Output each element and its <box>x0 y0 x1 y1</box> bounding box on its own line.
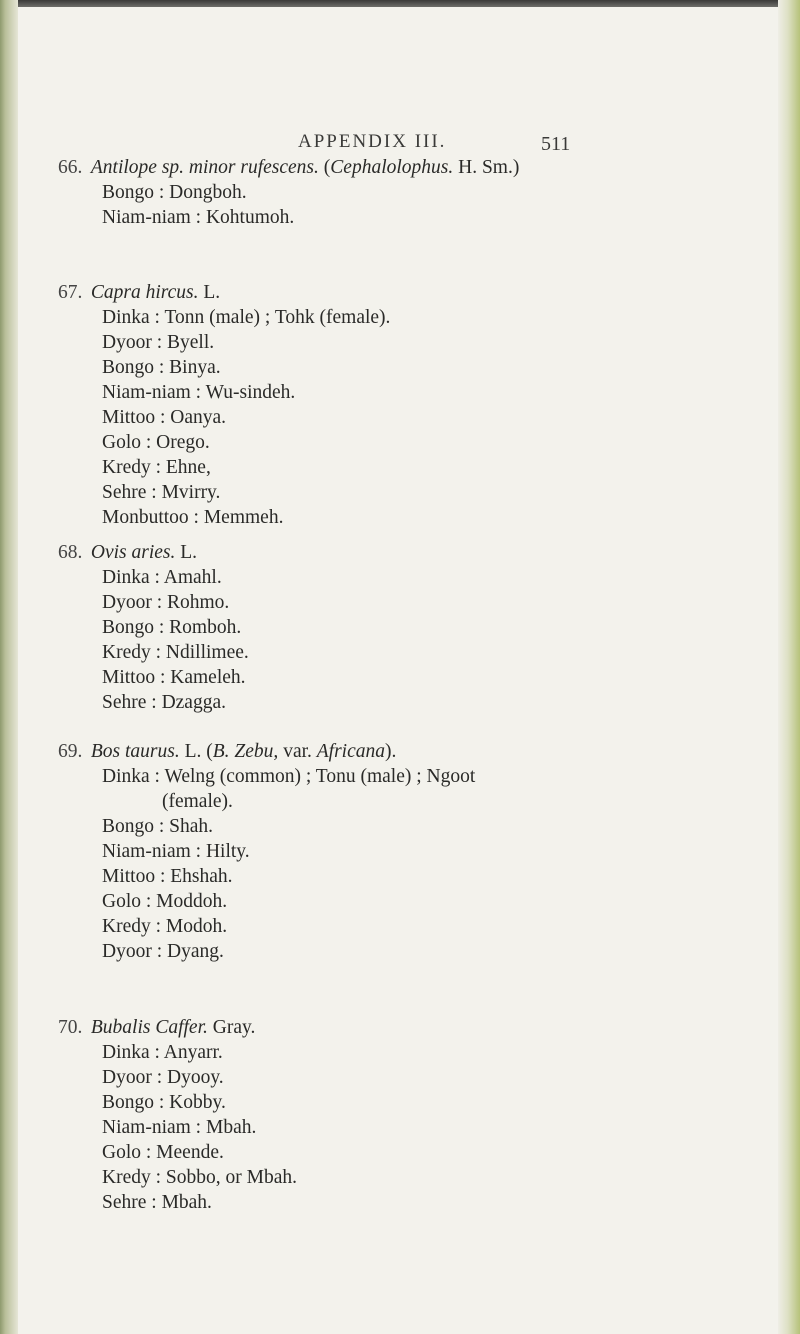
page-left-binding-edge <box>0 0 18 1334</box>
authority: H. Sm.) <box>458 157 520 178</box>
variety-label: var. <box>283 741 312 762</box>
authority-open: ( <box>323 157 331 178</box>
name-line: Kredy : Sobbo, or Mbah. <box>102 1167 297 1188</box>
name-line: Dyoor : Byell. <box>102 332 215 353</box>
authority: L. <box>203 282 221 303</box>
heading-close: ). <box>385 741 397 762</box>
species-name: Bos taurus. <box>90 741 180 762</box>
name-line: Bongo : Dongboh. <box>102 182 247 203</box>
name-line: Dyoor : Dyooy. <box>102 1067 224 1088</box>
name-line: Kredy : Ndillimee. <box>102 642 249 663</box>
name-line: Dyoor : Dyang. <box>102 941 224 962</box>
name-line: Dinka : Anyarr. <box>102 1042 223 1063</box>
species-name: Antilope sp. minor rufescens. <box>90 157 319 178</box>
name-line: Kredy : Ehne, <box>102 457 211 478</box>
name-line: Bongo : Romboh. <box>102 617 242 638</box>
name-line: Mittoo : Ehshah. <box>102 866 233 887</box>
species-name: Capra hircus. <box>90 282 199 303</box>
entry-68 <box>58 540 758 715</box>
name-line: Kredy : Modoh. <box>102 916 228 937</box>
page-top-shadow <box>0 0 800 7</box>
entry-66 <box>58 155 758 230</box>
species-name: Bubalis Caffer. <box>90 1017 208 1038</box>
name-line: Monbuttoo : Memmeh. <box>102 507 284 528</box>
authority: L. ( <box>184 741 213 762</box>
entry-heading <box>58 155 758 180</box>
name-line: Niam-niam : Wu-sindeh. <box>102 382 296 403</box>
name-line: Dinka : Tonn (male) ; Tohk (female). <box>102 307 391 328</box>
entry-heading <box>58 540 758 565</box>
authority: L. <box>180 542 198 563</box>
entry-heading <box>58 1015 758 1040</box>
entry-number: 68. <box>58 542 83 563</box>
name-line: Sehre : Mbah. <box>102 1192 212 1213</box>
entry-70 <box>58 1015 758 1215</box>
variety-name: Africana <box>316 741 386 762</box>
name-line: Golo : Orego. <box>102 432 210 453</box>
name-line: Dinka : Welng (common) ; Tonu (male) ; Ngoot <box>102 766 476 787</box>
page-number: 511 <box>541 133 571 155</box>
name-line: Bongo : Binya. <box>102 357 221 378</box>
name-line: Bongo : Kobby. <box>102 1092 226 1113</box>
synonym-name: B. Zebu, <box>212 741 279 762</box>
name-line: Sehre : Mvirry. <box>102 482 221 503</box>
name-line: Niam-niam : Kohtumoh. <box>102 207 295 228</box>
entry-number: 69. <box>58 741 83 762</box>
genus-synonym: Cephalolophus. <box>330 157 454 178</box>
entry-heading <box>58 739 758 764</box>
running-title: APPENDIX III. <box>298 131 447 152</box>
name-line: Niam-niam : Mbah. <box>102 1117 257 1138</box>
authority: Gray. <box>212 1017 256 1038</box>
name-line: Bongo : Shah. <box>102 816 214 837</box>
name-line: Golo : Meende. <box>102 1142 224 1163</box>
entry-heading <box>58 280 758 305</box>
name-line: Mittoo : Kameleh. <box>102 667 246 688</box>
page-header <box>0 127 800 157</box>
name-line: Dyoor : Rohmo. <box>102 592 230 613</box>
entry-number: 67. <box>58 282 83 303</box>
entry-67 <box>58 280 758 530</box>
name-line-continuation: (female). <box>162 791 233 812</box>
species-name: Ovis aries. <box>90 542 176 563</box>
entry-number: 70. <box>58 1017 83 1038</box>
page-right-edge <box>778 0 800 1334</box>
name-line: Dinka : Amahl. <box>102 567 222 588</box>
name-line: Golo : Moddoh. <box>102 891 228 912</box>
entry-69 <box>58 739 758 964</box>
name-line: Sehre : Dzagga. <box>102 692 226 713</box>
name-line: Niam-niam : Hilty. <box>102 841 250 862</box>
name-line: Mittoo : Oanya. <box>102 407 227 428</box>
entry-number: 66. <box>58 157 83 178</box>
